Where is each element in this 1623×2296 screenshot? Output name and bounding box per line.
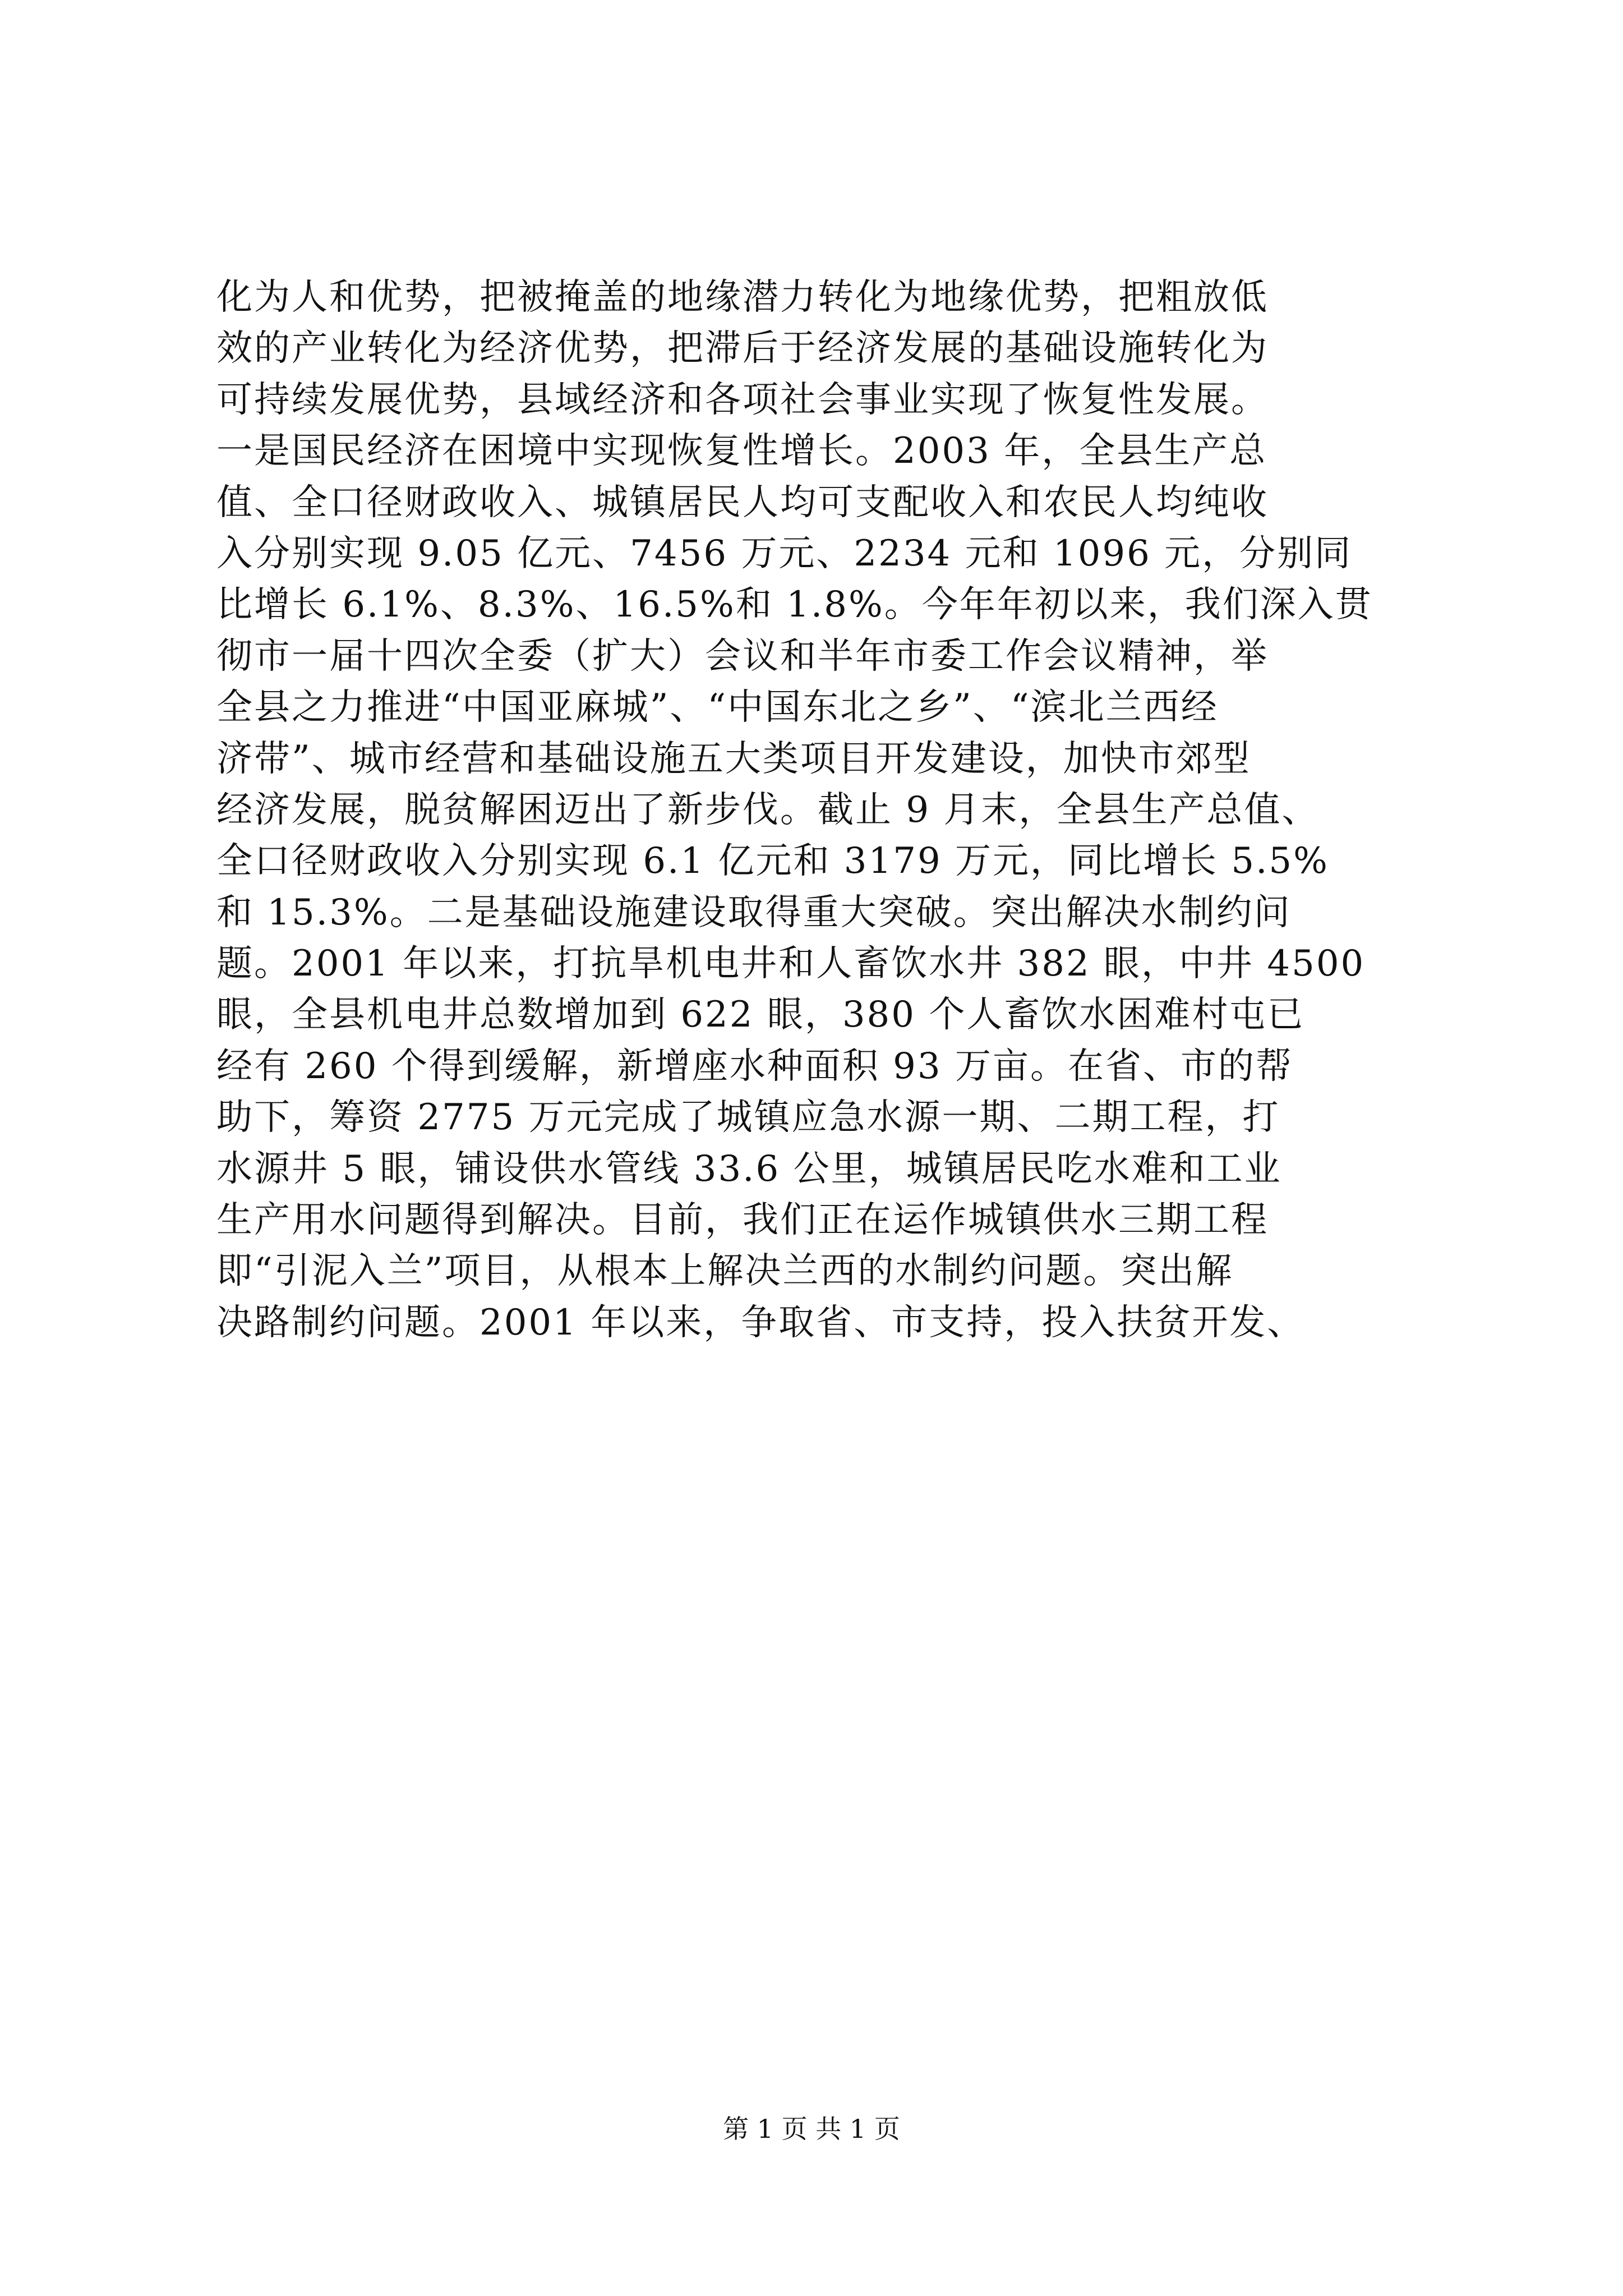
text-line: 入分别实现 9.05 亿元、7456 万元、2234 元和 1096 元，分别同 — [216, 532, 1353, 574]
text-line: 可持续发展优势，县域经济和各项社会事业实现了恢复性发展。 — [216, 379, 1269, 421]
text-line: 生产用水问题得到解决。目前，我们正在运作城镇供水三期工程 — [216, 1199, 1269, 1241]
page-number-footer: 第 1 页 共 1 页 — [723, 2114, 900, 2144]
text-line: 济带”、城市经营和基础设施五大类项目开发建设，加快市郊型 — [216, 738, 1251, 780]
text-line: 值、全口径财政收入、城镇居民人均可支配收入和农民人均纯收 — [216, 481, 1269, 523]
text-line: 比增长 6.1%、8.3%、16.5%和 1.8%。今年年初以来，我们深入贯 — [216, 584, 1373, 626]
text-line: 水源井 5 眼，铺设供水管线 33.6 公里，城镇居民吃水难和工业 — [216, 1148, 1282, 1190]
text-line: 全县之力推进“中国亚麻城”、“中国东北之乡”、“滨北兰西经 — [216, 687, 1219, 729]
text-line: 助下，筹资 2775 万元完成了城镇应急水源一期、二期工程，打 — [216, 1097, 1280, 1139]
text-line: 效的产业转化为经济优势，把滞后于经济发展的基础设施转化为 — [216, 328, 1269, 370]
text-line: 即“引泥入兰”项目，从根本上解决兰西的水制约问题。突出解 — [216, 1250, 1234, 1292]
text-line: 决路制约问题。2001 年以来，争取省、市支持，投入扶贫开发、 — [216, 1301, 1305, 1343]
text-line: 全口径财政收入分别实现 6.1 亿元和 3179 万元，同比增长 5.5% — [216, 840, 1329, 882]
text-line: 彻市一届十四次全委（扩大）会议和半年市委工作会议精神，举 — [216, 635, 1269, 677]
body-text — [216, 272, 1411, 1349]
text-line: 眼，全县机电井总数增加到 622 眼，380 个人畜饮水困难村屯已 — [216, 994, 1305, 1036]
text-line: 一是国民经济在困境中实现恢复性增长。2003 年，全县生产总 — [216, 430, 1267, 472]
text-line: 经济发展，脱贫解困迈出了新步伐。截止 9 月末，全县生产总值、 — [216, 789, 1320, 831]
text-line: 经有 260 个得到缓解，新增座水种面积 93 万亩。在省、市的帮 — [216, 1045, 1293, 1087]
text-line: 题。2001 年以来，打抗旱机电井和人畜饮水井 382 眼，中井 4500 — [216, 943, 1366, 985]
text-line: 化为人和优势，把被掩盖的地缘潜力转化为地缘优势，把粗放低 — [216, 277, 1269, 318]
text-line: 和 15.3%。二是基础设施建设取得重大突破。突出解决水制约问 — [216, 891, 1292, 933]
